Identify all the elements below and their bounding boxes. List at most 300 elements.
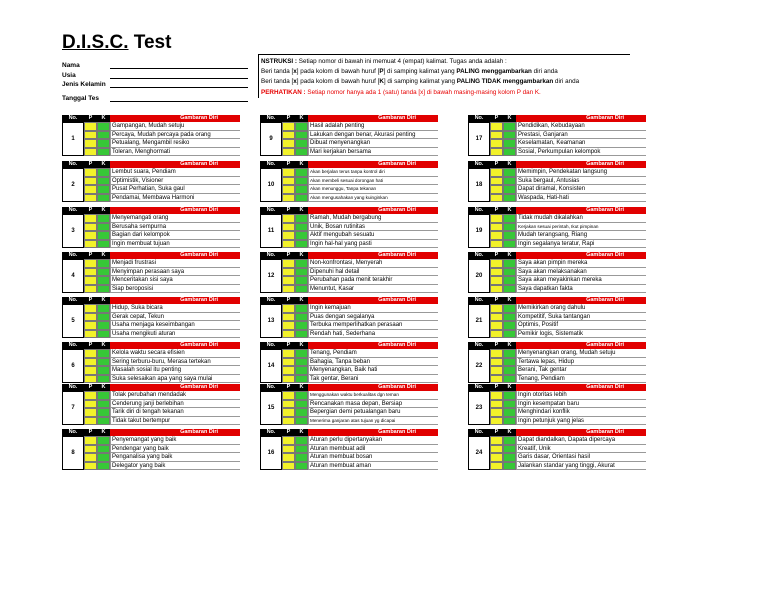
k-checkbox[interactable] xyxy=(295,223,308,232)
k-checkbox[interactable] xyxy=(503,321,516,330)
p-checkbox[interactable] xyxy=(490,313,503,322)
p-checkbox[interactable] xyxy=(84,408,97,417)
p-checkbox[interactable] xyxy=(490,285,503,294)
statement-row xyxy=(84,268,240,277)
p-checkbox[interactable] xyxy=(282,177,295,186)
block-header xyxy=(468,252,646,259)
p-checkbox[interactable] xyxy=(282,391,295,400)
k-checkbox[interactable] xyxy=(97,417,110,426)
question-block xyxy=(62,342,240,383)
k-checkbox[interactable] xyxy=(503,194,516,203)
p-checkbox[interactable] xyxy=(490,453,503,462)
k-checkbox[interactable] xyxy=(503,168,516,177)
statement-row xyxy=(282,330,438,339)
p-checkbox[interactable] xyxy=(282,240,295,249)
p-checkbox[interactable] xyxy=(282,436,295,445)
desc-header: Gambaran Diri xyxy=(516,115,646,122)
p-checkbox[interactable] xyxy=(490,462,503,471)
k-checkbox[interactable] xyxy=(97,268,110,277)
question-number: 19 xyxy=(468,214,490,248)
p-checkbox[interactable] xyxy=(84,400,97,409)
p-checkbox[interactable] xyxy=(84,185,97,194)
k-checkbox[interactable] xyxy=(295,231,308,240)
k-checkbox[interactable] xyxy=(503,122,516,131)
statement-row xyxy=(282,276,438,285)
no-header: No. xyxy=(468,161,490,168)
p-checkbox[interactable] xyxy=(84,391,97,400)
k-checkbox[interactable] xyxy=(97,185,110,194)
k-checkbox[interactable] xyxy=(295,131,308,140)
k-checkbox[interactable] xyxy=(97,240,110,249)
p-checkbox[interactable] xyxy=(282,366,295,375)
statement-text: Suka bergaul, Antusias xyxy=(516,177,646,186)
k-checkbox[interactable] xyxy=(295,400,308,409)
question-block xyxy=(468,342,646,383)
p-checkbox[interactable] xyxy=(84,366,97,375)
p-checkbox[interactable] xyxy=(282,417,295,426)
k-header: K xyxy=(503,297,516,304)
statement-text: Berusaha sempurna xyxy=(110,223,240,232)
statement-text: Toleran, Menghormati xyxy=(110,148,240,157)
p-checkbox[interactable] xyxy=(84,139,97,148)
p-checkbox[interactable] xyxy=(282,349,295,358)
p-checkbox[interactable] xyxy=(490,214,503,223)
p-header: P xyxy=(84,297,97,304)
p-checkbox[interactable] xyxy=(282,408,295,417)
p-checkbox[interactable] xyxy=(282,453,295,462)
p-checkbox[interactable] xyxy=(282,185,295,194)
p-checkbox[interactable] xyxy=(490,259,503,268)
p-checkbox[interactable] xyxy=(84,321,97,330)
p-checkbox[interactable] xyxy=(282,168,295,177)
k-checkbox[interactable] xyxy=(97,276,110,285)
k-checkbox[interactable] xyxy=(503,375,516,384)
statement-text: Lakukan dengan benar, Akurasi penting xyxy=(308,131,438,140)
p-checkbox[interactable] xyxy=(490,400,503,409)
statement-text: Akan menunggu, Tanpa tekanan xyxy=(308,185,438,194)
k-checkbox[interactable] xyxy=(295,417,308,426)
statement-row xyxy=(490,268,646,277)
jenis-kelamin-field[interactable] xyxy=(110,87,248,88)
k-checkbox[interactable] xyxy=(295,358,308,367)
k-checkbox[interactable] xyxy=(503,240,516,249)
instr3-bold: PALING TIDAK menggambarkan xyxy=(456,78,554,86)
p-checkbox[interactable] xyxy=(282,358,295,367)
statement-text: Aturan membuat bosan xyxy=(308,453,438,462)
statement-text: Optimis, Positif xyxy=(516,321,646,330)
question-block xyxy=(468,161,646,202)
block-header xyxy=(260,161,438,168)
k-checkbox[interactable] xyxy=(503,214,516,223)
k-checkbox[interactable] xyxy=(503,417,516,426)
statement-row xyxy=(84,417,240,426)
p-checkbox[interactable] xyxy=(490,139,503,148)
p-checkbox[interactable] xyxy=(490,231,503,240)
usia-field[interactable] xyxy=(110,78,248,79)
statement-text: Dapat diandalkan, Dapata dipercaya xyxy=(516,436,646,445)
k-checkbox[interactable] xyxy=(97,391,110,400)
k-checkbox[interactable] xyxy=(97,366,110,375)
p-checkbox[interactable] xyxy=(84,358,97,367)
statement-row xyxy=(282,375,438,384)
p-checkbox[interactable] xyxy=(490,304,503,313)
k-checkbox[interactable] xyxy=(503,268,516,277)
p-checkbox[interactable] xyxy=(490,223,503,232)
statement-row xyxy=(282,231,438,240)
p-checkbox[interactable] xyxy=(282,400,295,409)
statement-text: Kelola waktu secara efisien xyxy=(110,349,240,358)
p-checkbox[interactable] xyxy=(84,122,97,131)
p-checkbox[interactable] xyxy=(84,148,97,157)
p-checkbox[interactable] xyxy=(282,313,295,322)
p-checkbox[interactable] xyxy=(84,223,97,232)
statement-text: Bepergian demi petualangan baru xyxy=(308,408,438,417)
instructions-box xyxy=(258,54,630,98)
p-checkbox[interactable] xyxy=(490,349,503,358)
statement-text: Akan berjalan terus tanpa kontrol diri xyxy=(308,168,438,177)
p-checkbox[interactable] xyxy=(84,276,97,285)
title-sub: Test xyxy=(133,32,172,53)
statement-row xyxy=(282,194,438,203)
k-checkbox[interactable] xyxy=(295,168,308,177)
statement-row xyxy=(282,436,438,445)
no-header: No. xyxy=(468,429,490,436)
k-checkbox[interactable] xyxy=(97,313,110,322)
k-checkbox[interactable] xyxy=(295,375,308,384)
statement-text: Ingin kemajuan xyxy=(308,304,438,313)
k-checkbox[interactable] xyxy=(97,408,110,417)
k-checkbox[interactable] xyxy=(295,436,308,445)
p-checkbox[interactable] xyxy=(282,122,295,131)
k-checkbox[interactable] xyxy=(503,285,516,294)
k-checkbox[interactable] xyxy=(295,259,308,268)
statement-row xyxy=(282,304,438,313)
p-checkbox[interactable] xyxy=(282,276,295,285)
k-checkbox[interactable] xyxy=(295,313,308,322)
block-header xyxy=(62,207,240,214)
p-checkbox[interactable] xyxy=(490,375,503,384)
k-checkbox[interactable] xyxy=(97,223,110,232)
p-checkbox[interactable] xyxy=(490,185,503,194)
k-checkbox[interactable] xyxy=(97,436,110,445)
question-number: 16 xyxy=(260,436,282,470)
p-checkbox[interactable] xyxy=(84,285,97,294)
p-checkbox[interactable] xyxy=(490,122,503,131)
p-checkbox[interactable] xyxy=(84,231,97,240)
p-checkbox[interactable] xyxy=(490,321,503,330)
k-checkbox[interactable] xyxy=(503,436,516,445)
k-checkbox[interactable] xyxy=(503,453,516,462)
desc-header: Gambaran Diri xyxy=(516,429,646,436)
k-checkbox[interactable] xyxy=(97,330,110,339)
k-checkbox[interactable] xyxy=(295,391,308,400)
k-checkbox[interactable] xyxy=(295,304,308,313)
statement-text: Tertawa lepas, Hidup xyxy=(516,358,646,367)
k-checkbox[interactable] xyxy=(97,168,110,177)
k-checkbox[interactable] xyxy=(97,177,110,186)
k-checkbox[interactable] xyxy=(97,214,110,223)
k-checkbox[interactable] xyxy=(295,194,308,203)
no-header: No. xyxy=(260,429,282,436)
p-checkbox[interactable] xyxy=(84,214,97,223)
k-checkbox[interactable] xyxy=(295,408,308,417)
p-checkbox[interactable] xyxy=(84,462,97,471)
p-checkbox[interactable] xyxy=(282,223,295,232)
p-checkbox[interactable] xyxy=(282,375,295,384)
p-checkbox[interactable] xyxy=(84,445,97,454)
p-header: P xyxy=(282,384,295,391)
k-checkbox[interactable] xyxy=(295,462,308,471)
p-checkbox[interactable] xyxy=(84,375,97,384)
no-header: No. xyxy=(260,297,282,304)
instr2-p: P xyxy=(379,68,384,76)
question-number: 7 xyxy=(62,391,84,425)
statement-text: Puas dengan segalanya xyxy=(308,313,438,322)
k-checkbox[interactable] xyxy=(295,139,308,148)
p-checkbox[interactable] xyxy=(84,194,97,203)
question-block xyxy=(260,384,438,425)
k-checkbox[interactable] xyxy=(503,366,516,375)
p-checkbox[interactable] xyxy=(490,436,503,445)
p-checkbox[interactable] xyxy=(84,268,97,277)
k-checkbox[interactable] xyxy=(503,400,516,409)
question-block xyxy=(260,252,438,293)
block-header xyxy=(468,115,646,122)
p-checkbox[interactable] xyxy=(84,453,97,462)
desc-header: Gambaran Diri xyxy=(110,115,240,122)
p-checkbox[interactable] xyxy=(282,194,295,203)
k-checkbox[interactable] xyxy=(295,122,308,131)
question-number: 8 xyxy=(62,436,84,470)
statement-row xyxy=(84,259,240,268)
k-checkbox[interactable] xyxy=(97,453,110,462)
question-number: 12 xyxy=(260,259,282,293)
k-checkbox[interactable] xyxy=(295,349,308,358)
k-checkbox[interactable] xyxy=(295,276,308,285)
p-checkbox[interactable] xyxy=(490,148,503,157)
question-block xyxy=(260,429,438,470)
question-number: 24 xyxy=(468,436,490,470)
k-checkbox[interactable] xyxy=(503,259,516,268)
k-checkbox[interactable] xyxy=(97,194,110,203)
statement-row xyxy=(282,122,438,131)
k-checkbox[interactable] xyxy=(503,391,516,400)
k-checkbox[interactable] xyxy=(295,285,308,294)
block-header xyxy=(468,297,646,304)
p-checkbox[interactable] xyxy=(490,358,503,367)
p-checkbox[interactable] xyxy=(282,445,295,454)
p-checkbox[interactable] xyxy=(282,304,295,313)
k-checkbox[interactable] xyxy=(97,304,110,313)
k-checkbox[interactable] xyxy=(97,358,110,367)
k-checkbox[interactable] xyxy=(97,259,110,268)
statement-text: Mudah terangsang, Riang xyxy=(516,231,646,240)
k-checkbox[interactable] xyxy=(97,445,110,454)
p-checkbox[interactable] xyxy=(84,177,97,186)
p-checkbox[interactable] xyxy=(84,131,97,140)
k-checkbox[interactable] xyxy=(503,223,516,232)
k-checkbox[interactable] xyxy=(295,321,308,330)
k-checkbox[interactable] xyxy=(97,349,110,358)
question-block xyxy=(260,342,438,383)
p-checkbox[interactable] xyxy=(490,408,503,417)
p-checkbox[interactable] xyxy=(282,231,295,240)
p-checkbox[interactable] xyxy=(282,131,295,140)
statement-text: Pendidikan, Kebudayaan xyxy=(516,122,646,131)
statement-text: Menceritakan sisi saya xyxy=(110,276,240,285)
field-label-tanggal-tes: Tanggal Tes xyxy=(62,95,99,102)
k-checkbox[interactable] xyxy=(295,148,308,157)
p-checkbox[interactable] xyxy=(282,321,295,330)
k-checkbox[interactable] xyxy=(295,177,308,186)
k-checkbox[interactable] xyxy=(97,285,110,294)
question-block xyxy=(468,429,646,470)
desc-header: Gambaran Diri xyxy=(308,252,438,259)
k-checkbox[interactable] xyxy=(97,400,110,409)
p-checkbox[interactable] xyxy=(282,330,295,339)
p-checkbox[interactable] xyxy=(282,139,295,148)
k-checkbox[interactable] xyxy=(97,462,110,471)
k-checkbox[interactable] xyxy=(97,231,110,240)
p-checkbox[interactable] xyxy=(490,417,503,426)
p-checkbox[interactable] xyxy=(490,391,503,400)
instr2-d: diri anda xyxy=(531,68,558,76)
desc-header: Gambaran Diri xyxy=(110,297,240,304)
p-checkbox[interactable] xyxy=(84,168,97,177)
k-checkbox[interactable] xyxy=(97,321,110,330)
p-checkbox[interactable] xyxy=(84,304,97,313)
k-checkbox[interactable] xyxy=(503,358,516,367)
statement-row xyxy=(490,185,646,194)
k-checkbox[interactable] xyxy=(503,185,516,194)
p-checkbox[interactable] xyxy=(84,240,97,249)
k-checkbox[interactable] xyxy=(295,185,308,194)
p-checkbox[interactable] xyxy=(490,330,503,339)
statement-text: Tak gentar, Berani xyxy=(308,375,438,384)
warning-text: Setiap nomor hanya ada 1 (satu) tanda [x] di bawah masing-masing kolom P dan K. xyxy=(305,88,541,96)
p-checkbox[interactable] xyxy=(84,436,97,445)
k-checkbox[interactable] xyxy=(97,148,110,157)
k-checkbox[interactable] xyxy=(295,330,308,339)
k-checkbox[interactable] xyxy=(503,139,516,148)
p-checkbox[interactable] xyxy=(490,366,503,375)
p-checkbox[interactable] xyxy=(282,462,295,471)
p-checkbox[interactable] xyxy=(490,276,503,285)
statement-row xyxy=(490,391,646,400)
k-checkbox[interactable] xyxy=(295,214,308,223)
desc-header: Gambaran Diri xyxy=(308,342,438,349)
k-checkbox[interactable] xyxy=(295,453,308,462)
k-checkbox[interactable] xyxy=(97,122,110,131)
statement-text: Berani, Tak gentar xyxy=(516,366,646,375)
statement-text: Suka selesaikan apa yang saya mulai xyxy=(110,375,240,384)
no-header: No. xyxy=(260,115,282,122)
instr2-x: x xyxy=(293,68,297,76)
p-checkbox[interactable] xyxy=(282,214,295,223)
question-number: 21 xyxy=(468,304,490,338)
k-checkbox[interactable] xyxy=(503,408,516,417)
p-checkbox[interactable] xyxy=(282,268,295,277)
question-number: 1 xyxy=(62,122,84,156)
p-checkbox[interactable] xyxy=(84,349,97,358)
k-checkbox[interactable] xyxy=(503,462,516,471)
p-checkbox[interactable] xyxy=(282,285,295,294)
p-header: P xyxy=(490,115,503,122)
statement-text: Mari kerjakan bersama xyxy=(308,148,438,157)
k-checkbox[interactable] xyxy=(503,231,516,240)
statement-row xyxy=(490,231,646,240)
p-checkbox[interactable] xyxy=(84,313,97,322)
p-checkbox[interactable] xyxy=(282,259,295,268)
k-checkbox[interactable] xyxy=(295,366,308,375)
p-checkbox[interactable] xyxy=(490,168,503,177)
question-number: 10 xyxy=(260,168,282,202)
p-checkbox[interactable] xyxy=(282,148,295,157)
no-header: No. xyxy=(260,207,282,214)
p-checkbox[interactable] xyxy=(490,445,503,454)
statement-text: Prestasi, Ganjaran xyxy=(516,131,646,140)
p-header: P xyxy=(490,297,503,304)
k-checkbox[interactable] xyxy=(503,131,516,140)
k-checkbox[interactable] xyxy=(503,445,516,454)
statement-text: Hidup, Suka bicara xyxy=(110,304,240,313)
k-checkbox[interactable] xyxy=(97,375,110,384)
desc-header: Gambaran Diri xyxy=(110,342,240,349)
k-checkbox[interactable] xyxy=(503,177,516,186)
question-block xyxy=(468,115,646,156)
p-checkbox[interactable] xyxy=(84,330,97,339)
statement-text: Percaya, Mudah percaya pada orang xyxy=(110,131,240,140)
p-checkbox[interactable] xyxy=(84,417,97,426)
statement-text: Penganalisa yang baik xyxy=(110,453,240,462)
block-header xyxy=(468,207,646,214)
block-header xyxy=(260,342,438,349)
k-checkbox[interactable] xyxy=(295,445,308,454)
p-checkbox[interactable] xyxy=(490,268,503,277)
block-header xyxy=(62,384,240,391)
k-checkbox[interactable] xyxy=(503,313,516,322)
statement-text: Kreatif, Unik xyxy=(516,445,646,454)
k-checkbox[interactable] xyxy=(97,131,110,140)
k-checkbox[interactable] xyxy=(503,330,516,339)
statement-text: Dipenuhi hal detail xyxy=(308,268,438,277)
nama-field[interactable] xyxy=(110,68,248,69)
no-header: No. xyxy=(468,207,490,214)
k-checkbox[interactable] xyxy=(503,349,516,358)
k-checkbox[interactable] xyxy=(503,276,516,285)
statement-row xyxy=(490,131,646,140)
statement-row xyxy=(84,366,240,375)
k-checkbox[interactable] xyxy=(295,240,308,249)
k-checkbox[interactable] xyxy=(97,139,110,148)
k-checkbox[interactable] xyxy=(295,268,308,277)
block-header xyxy=(260,297,438,304)
p-checkbox[interactable] xyxy=(490,240,503,249)
p-checkbox[interactable] xyxy=(490,177,503,186)
desc-header: Gambaran Diri xyxy=(308,115,438,122)
p-checkbox[interactable] xyxy=(84,259,97,268)
p-checkbox[interactable] xyxy=(490,194,503,203)
no-header: No. xyxy=(260,252,282,259)
no-header: No. xyxy=(468,384,490,391)
instruction-heading: NSTRUKSI : xyxy=(261,58,298,65)
k-checkbox[interactable] xyxy=(503,304,516,313)
tanggal-tes-field[interactable] xyxy=(110,101,248,102)
k-checkbox[interactable] xyxy=(503,148,516,157)
block-header xyxy=(260,252,438,259)
p-checkbox[interactable] xyxy=(490,131,503,140)
block-header xyxy=(62,342,240,349)
